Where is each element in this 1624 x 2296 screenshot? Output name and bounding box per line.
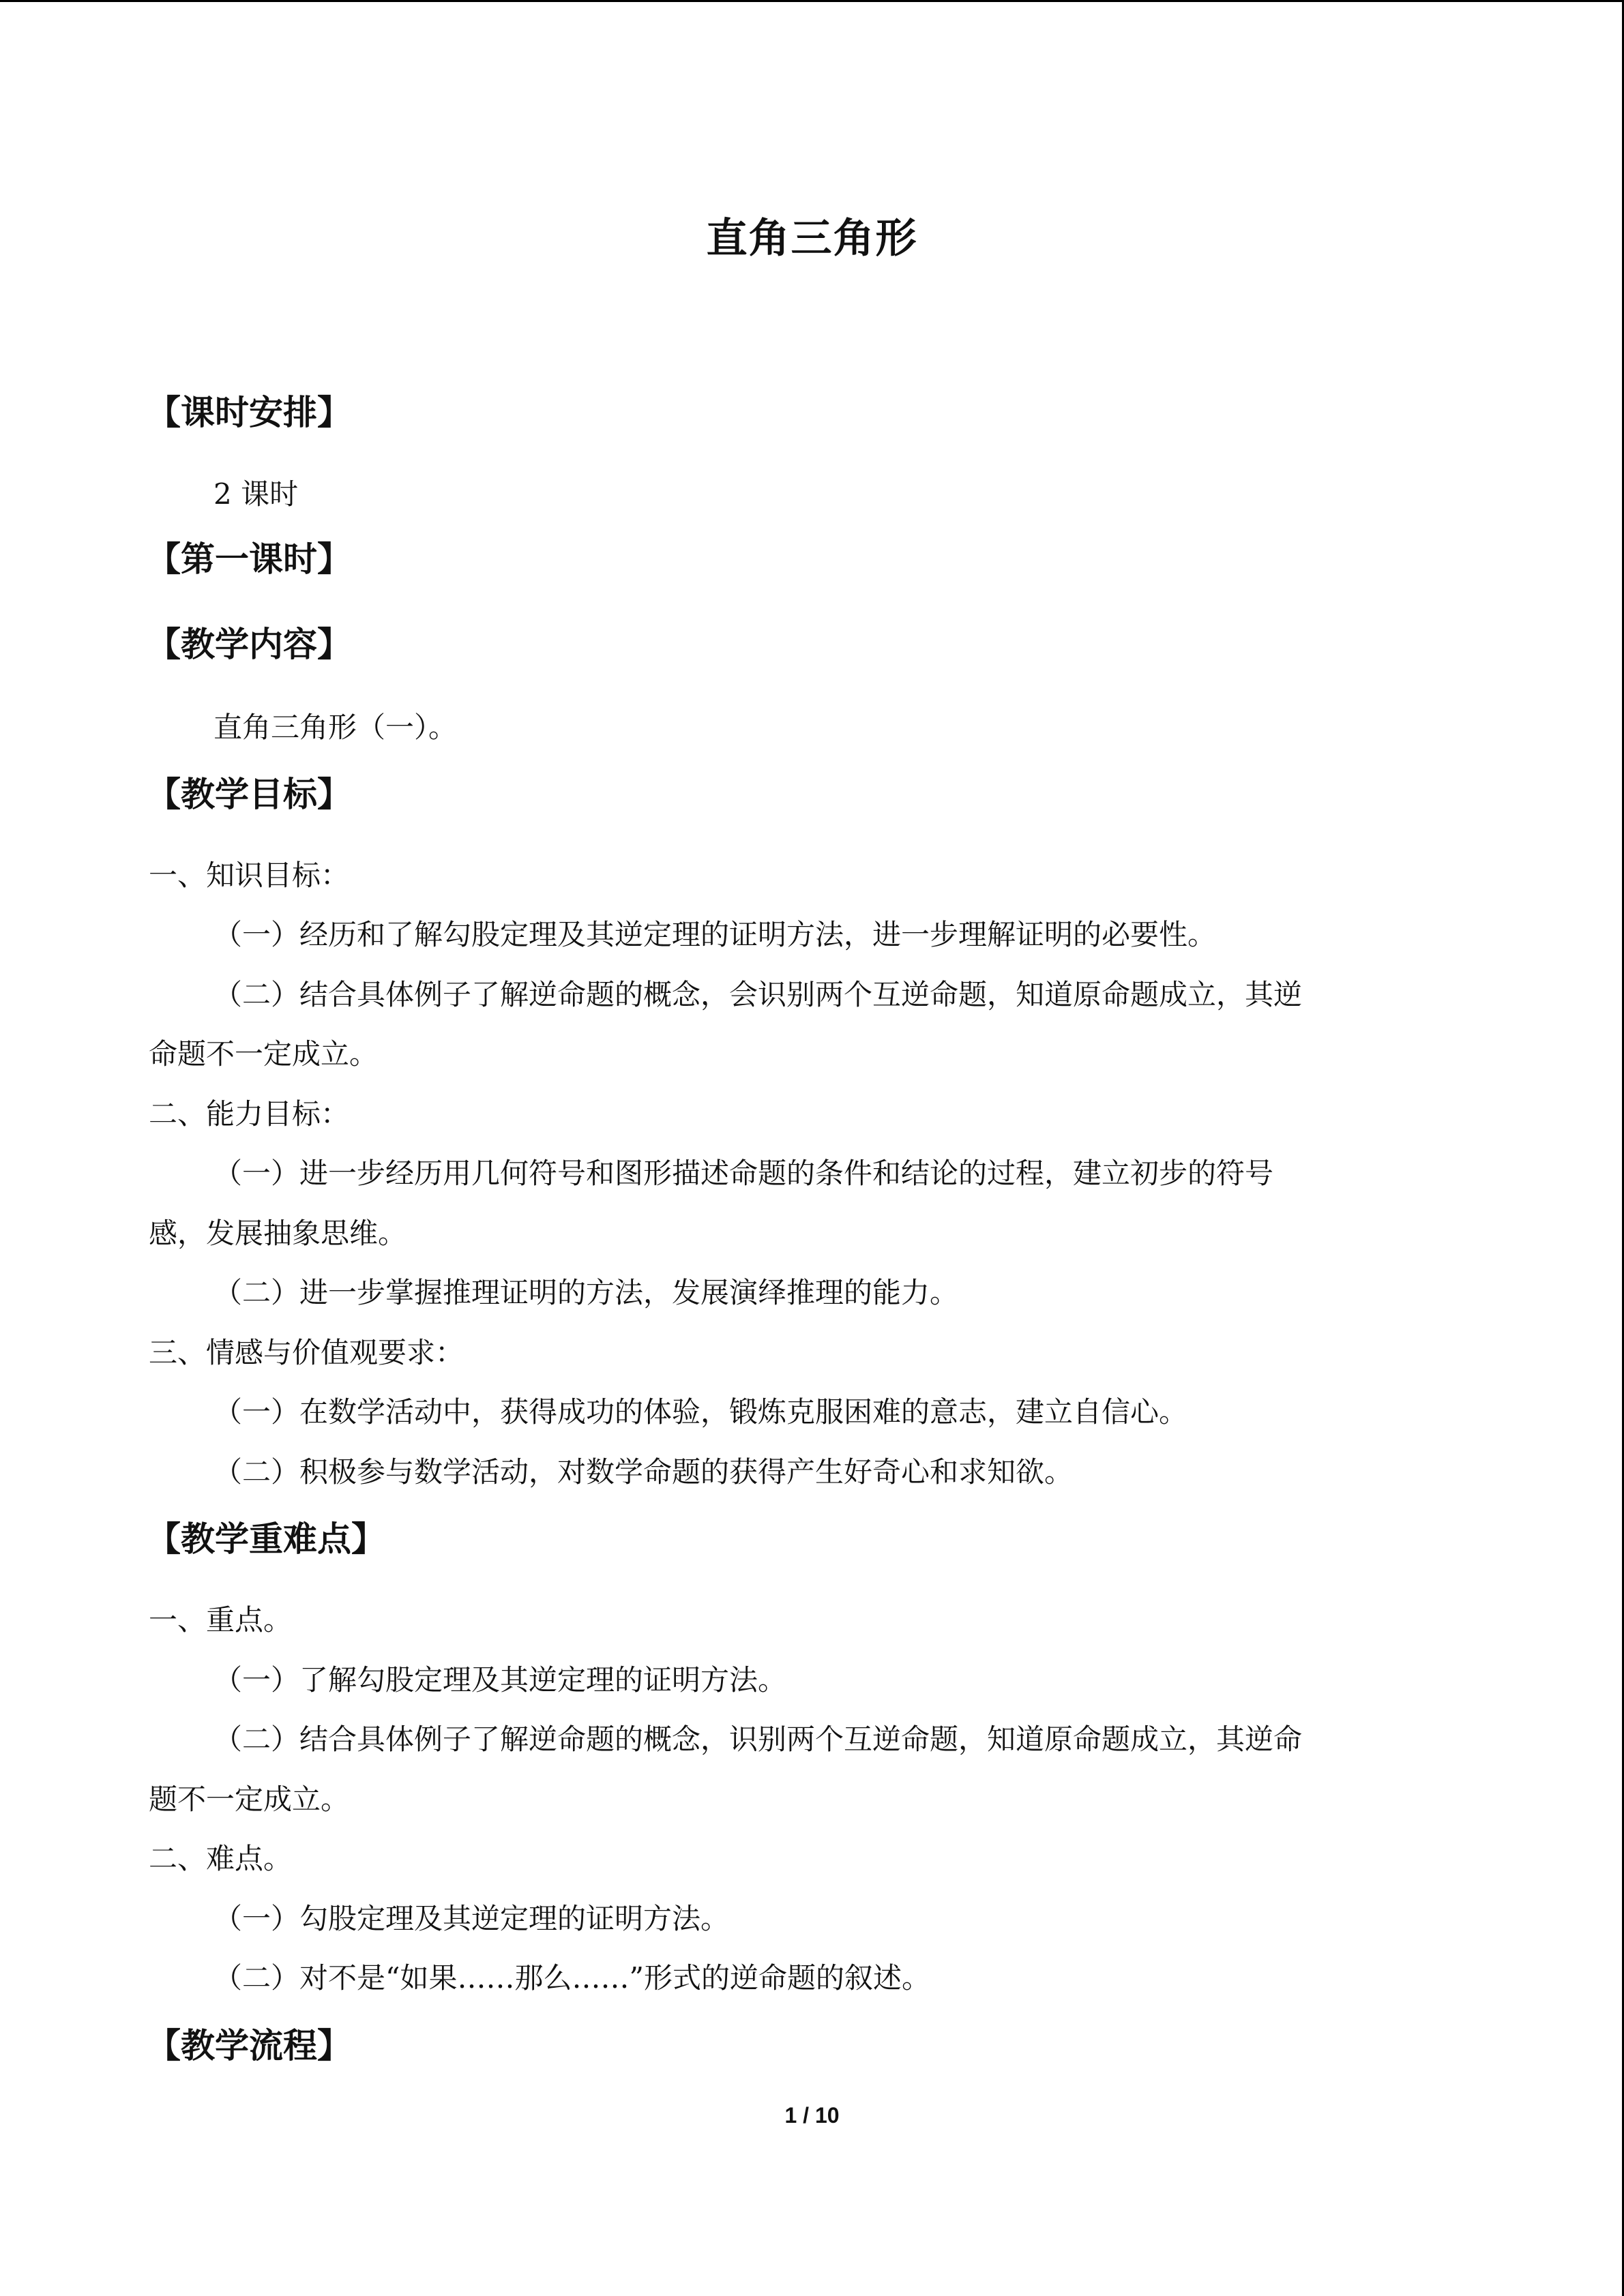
difficult-item-1: （一）勾股定理及其逆定理的证明方法。 [213,1902,730,1935]
emotion-item-2: （二）积极参与数学活动，对数学命题的获得产生好奇心和求知欲。 [213,1455,1074,1489]
ability-item-1-line-2: 感，发展抽象思维。 [149,1217,407,1250]
ability-label: 二、能力目标： [149,1097,350,1131]
important-item-2-line-1: （二）结合具体例子了解逆命题的概念，识别两个互逆命题，知道原命题成立，其逆命 [213,1723,1303,1756]
heading-lesson1: 【第一课时】 [147,539,351,579]
ability-item-2: （二）进一步掌握推理证明的方法，发展演绎推理的能力。 [213,1276,959,1309]
knowledge-item-2-line-2: 命题不一定成立。 [149,1037,379,1071]
page-title: 直角三角形 [706,215,918,263]
emotion-item-1: （一）在数学活动中，获得成功的体验，锻炼克服困难的意志，建立自信心。 [213,1395,1188,1429]
knowledge-item-2-line-1: （二）结合具体例子了解逆命题的概念，会识别两个互逆命题，知道原命题成立，其逆 [213,978,1303,1011]
heading-content: 【教学内容】 [147,625,351,664]
difficult-label: 二、难点。 [149,1842,293,1875]
knowledge-label: 一、知识目标： [149,859,350,892]
page-number: 1 / 10 [784,2103,840,2128]
heading-key-points: 【教学重难点】 [147,1519,385,1559]
difficult-item-2: （二）对不是“如果……那么……”形式的逆命题的叙述。 [213,1961,930,1995]
page-border-top [0,0,1624,2]
heading-schedule: 【课时安排】 [147,393,351,432]
content-text: 直角三角形（一）。 [213,711,458,744]
important-label: 一、重点。 [149,1603,293,1637]
ability-item-1-line-1: （一）进一步经历用几何符号和图形描述命题的条件和结论的过程，建立初步的符号 [213,1157,1274,1190]
schedule-content: 2 课时 [213,477,299,511]
important-item-2-line-2: 题不一定成立。 [149,1783,350,1816]
knowledge-item-1: （一）经历和了解勾股定理及其逆定理的证明方法，进一步理解证明的必要性。 [213,918,1217,951]
heading-process: 【教学流程】 [147,2026,351,2066]
emotion-label: 三、情感与价值观要求： [149,1336,464,1369]
important-item-1: （一）了解勾股定理及其逆定理的证明方法。 [213,1663,787,1697]
heading-objectives: 【教学目标】 [147,775,351,814]
